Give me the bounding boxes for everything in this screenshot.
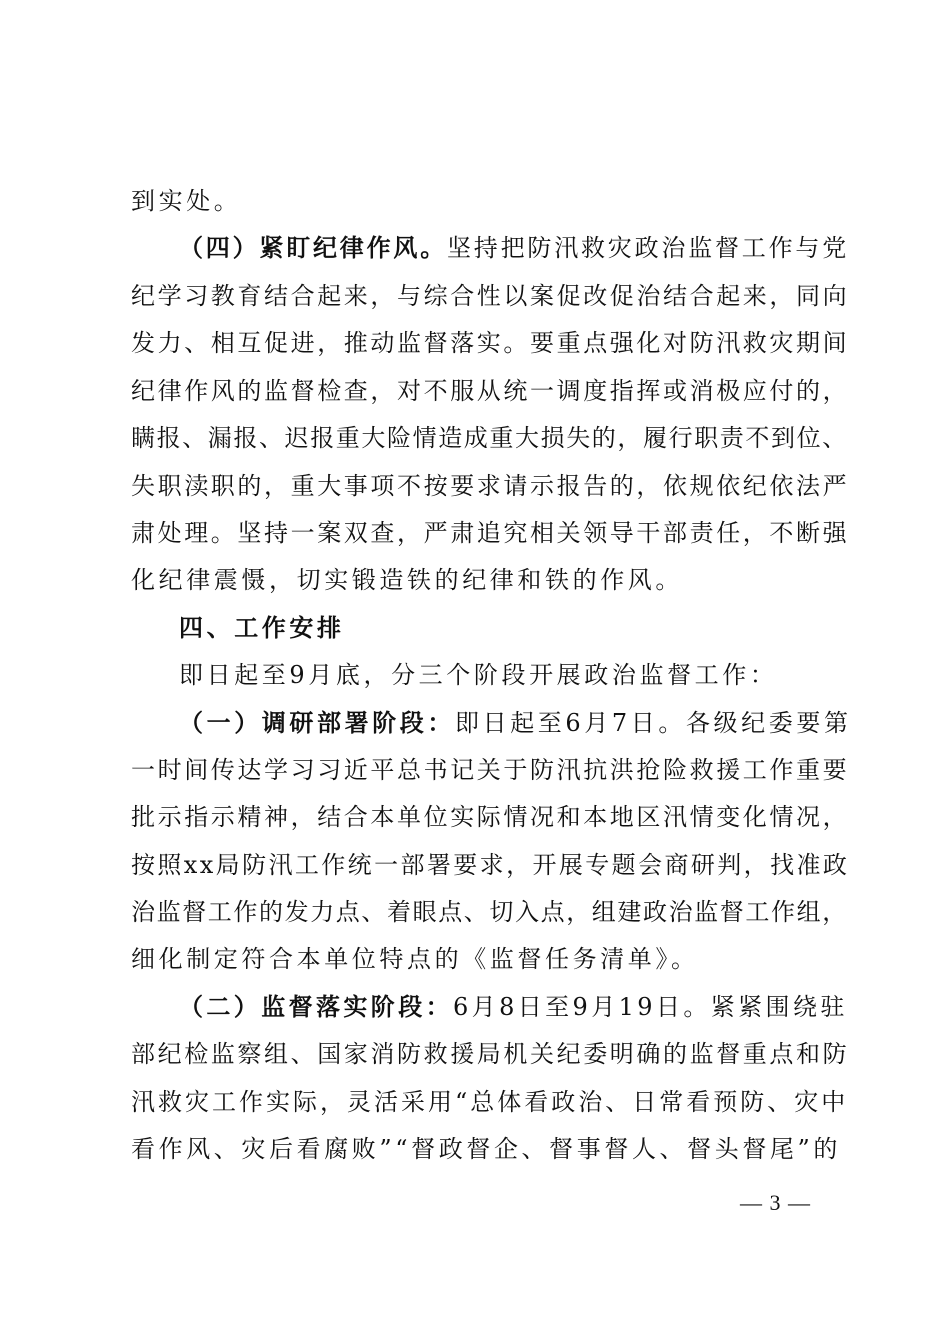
line-text: 纪学习教育结合起来，与综合性以案促改促治结合起来，同向 [131, 282, 850, 310]
paragraph-line [131, 1087, 851, 1117]
paragraph-line [131, 1039, 851, 1069]
line-text: 一时间传达学习习近平总书记关于防汛抗洪抢险救援工作重要 [131, 756, 850, 784]
line-text: 6月8日至9月19日。紧紧围绕驻 [453, 993, 848, 1021]
paragraph-line [131, 565, 851, 595]
paragraph-line [179, 660, 851, 690]
paragraph-line [131, 850, 851, 880]
paragraph-line [131, 944, 851, 974]
section-heading [179, 613, 851, 643]
section-subheading: （一）调研部署阶段： [179, 709, 455, 737]
paragraph-line [131, 471, 851, 501]
paragraph-line [179, 233, 851, 263]
line-text: 治监督工作的发力点、着眼点、切入点，组建政治监督工作组， [131, 898, 848, 926]
paragraph-line [131, 328, 851, 358]
paragraph-line [131, 897, 851, 927]
line-text: 化纪律震慑，切实锻造铁的纪律和铁的作风。 [131, 566, 683, 594]
line-text: 细化制定符合本单位特点的《监督任务清单》。 [131, 945, 699, 973]
paragraph-line [131, 423, 851, 453]
paragraph-line [131, 186, 851, 216]
line-text: 按照xx局防汛工作统一部署要求，开展专题会商研判，找准政 [131, 851, 850, 879]
line-text: 看作风、灾后看腐败”“督政督企、督事督人、督头督尾”的 [131, 1135, 842, 1163]
line-text: 部纪检监察组、国家消防救援局机关纪委明确的监督重点和防 [131, 1040, 850, 1068]
line-text: 汛救灾工作实际，灵活采用“总体看政治、日常看预防、灾中 [131, 1088, 849, 1116]
heading-text: 四、工作安排 [179, 614, 345, 642]
paragraph-line [179, 708, 851, 738]
paragraph-line [131, 281, 851, 311]
section-subheading: （四）紧盯纪律作风。 [179, 234, 447, 262]
paragraph-line [131, 755, 851, 785]
paragraph-line [131, 1134, 851, 1164]
line-text: 失职渎职的，重大事项不按要求请示报告的，依规依纪依法严 [131, 472, 850, 500]
line-text: 坚持把防汛救灾政治监督工作与党 [447, 234, 849, 262]
paragraph-line [179, 992, 851, 1022]
line-text: 肃处理。坚持一案双查，严肃追究相关领导干部责任，不断强 [131, 519, 850, 547]
line-text: 发力、相互促进，推动监督落实。要重点强化对防汛救灾期间 [131, 329, 850, 357]
section-subheading: （二）监督落实阶段： [179, 993, 453, 1021]
paragraph-line [131, 376, 851, 406]
line-text: 批示指示精神，结合本单位实际情况和本地区汛情变化情况， [131, 803, 850, 831]
line-text: 到实处。 [131, 187, 242, 215]
paragraph-line [131, 802, 851, 832]
line-text: 即日起至6月7日。各级纪委要第 [455, 709, 852, 737]
line-text: 瞒报、漏报、迟报重大险情造成重大损失的，履行职责不到位、 [131, 424, 848, 452]
paragraph-line [131, 518, 851, 548]
page-number: — 3 — [740, 1190, 811, 1215]
line-text: 纪律作风的监督检查，对不服从统一调度指挥或消极应付的， [131, 377, 850, 405]
line-text: 即日起至9月底，分三个阶段开展政治监督工作： [179, 661, 778, 689]
